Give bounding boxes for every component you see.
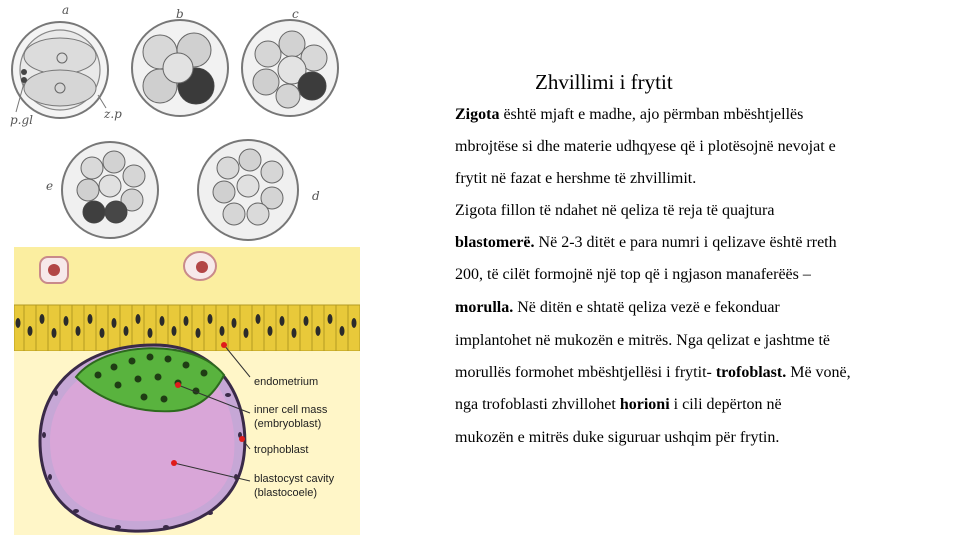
text-run: Më vonë, <box>786 364 851 381</box>
text-run: mukozën e mitrës duke siguruar ushqim për frytin. <box>455 429 780 446</box>
paragraph-line <box>455 106 803 124</box>
paragraph-line <box>455 429 779 447</box>
bold-term: morulla. <box>455 299 514 316</box>
label-z-p: z.p <box>104 107 122 121</box>
paragraph-line <box>455 202 774 220</box>
paragraph-line <box>455 332 830 350</box>
label-embryoblast: (embryoblast) <box>254 418 322 430</box>
cleavage-stage-d <box>198 140 298 240</box>
text-run: nga trofoblasti zhvillohet <box>455 396 620 413</box>
paragraph-line <box>455 364 851 382</box>
label-blastocoele: (blastocoele) <box>254 487 317 499</box>
text-run: 200, të cilët formojnë një top që i ngjason manaferëës – <box>455 266 811 283</box>
text-run: mbrojtëse si dhe materie udhqyese që i plotësojnë nevojat e <box>455 138 836 155</box>
label-blastocyst-cavity: blastocyst cavity <box>254 473 335 485</box>
paragraph-line <box>455 138 836 156</box>
text-run: implantohet në mukozën e mitrës. Nga qelizat e jashtme të <box>455 332 830 349</box>
stage-letter-b: b <box>176 7 184 21</box>
text-run: Zigota fillon të ndahet në qeliza të reja të quajtura <box>455 202 775 219</box>
bold-term: trofoblast. <box>715 364 787 381</box>
label-trophoblast: trophoblast <box>254 444 309 456</box>
floating-cell-2 <box>184 252 216 280</box>
paragraph-line <box>455 234 837 252</box>
slide-title: Zhvillimi i frytit <box>535 70 673 94</box>
text-run: Në ditën e shtatë qeliza vezë e fekonduar <box>513 299 780 316</box>
paragraph-line <box>455 266 811 284</box>
bold-term: blastomerë. <box>455 234 535 251</box>
stage-letter-c: c <box>292 7 299 21</box>
label-inner-cell-mass: inner cell mass <box>254 404 328 416</box>
stage-letter-e: e <box>46 179 54 193</box>
text-run: është mjaft e madhe, ajo përmban mbështjellës <box>499 106 804 123</box>
text-run: morullës formohet mbështjellësi i frytit- <box>455 364 716 381</box>
cleavage-stage-c <box>242 20 338 116</box>
paragraph-line <box>455 396 782 414</box>
bold-term: horioni <box>619 396 670 413</box>
endometrium-epithelium <box>14 305 360 351</box>
paragraph-line <box>455 299 780 317</box>
stage-letter-d: d <box>312 189 320 203</box>
text-run: i cili depërton në <box>669 396 782 413</box>
blastocyst <box>40 345 245 531</box>
cleavage-stage-a <box>12 22 108 118</box>
text-run: frytit në fazat e hershme të zhvillimit. <box>455 170 697 187</box>
cleavage-stage-b <box>132 20 228 116</box>
stage-letter-a: a <box>62 3 70 17</box>
paragraph-line <box>455 170 696 188</box>
text-run: Në 2-3 ditët e para numri i qelizave është rreth <box>534 234 837 251</box>
bold-term: Zigota <box>455 106 500 123</box>
label-p-gl: p.gl <box>10 113 34 127</box>
cleavage-stages-figure <box>0 0 345 248</box>
blastocyst-diagram <box>14 245 360 535</box>
label-endometrium: endometrium <box>254 376 319 388</box>
floating-cell-1 <box>40 257 68 283</box>
cleavage-stage-e <box>62 142 158 238</box>
